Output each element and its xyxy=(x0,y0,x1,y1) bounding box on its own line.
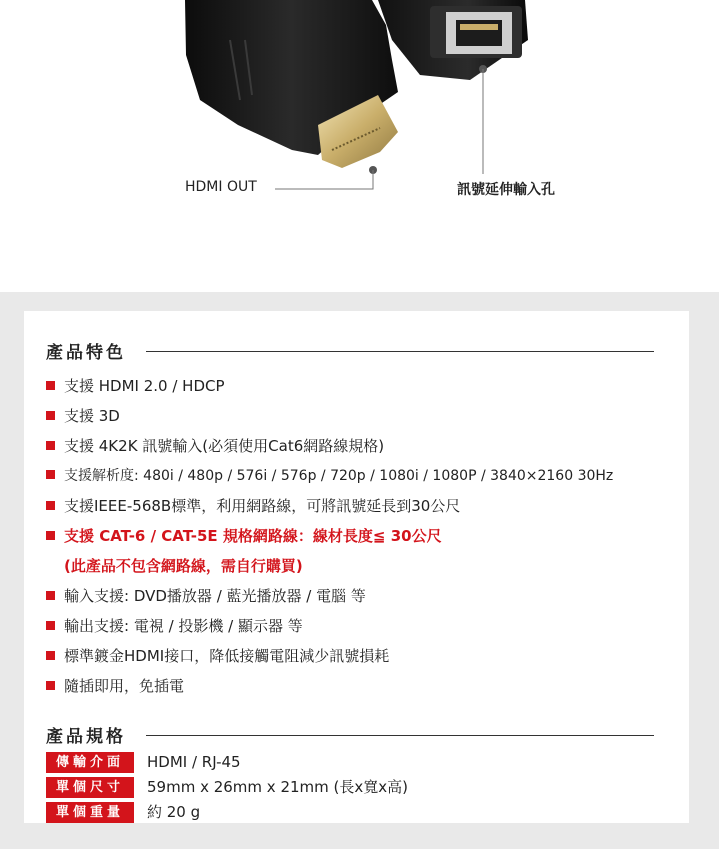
bullet-icon xyxy=(46,591,55,600)
feature-item: 輸入支援: DVD播放器 / 藍光播放器 / 電腦 等 xyxy=(46,585,366,606)
bullet-icon xyxy=(46,681,55,690)
bullet-icon xyxy=(46,381,55,390)
feature-item: 支援 HDMI 2.0 / HDCP xyxy=(46,375,225,396)
bullet-icon xyxy=(46,621,55,630)
spec-label: 單個重量 xyxy=(46,802,134,823)
bullet-icon xyxy=(46,411,55,420)
spec-value: 59mm x 26mm x 21mm (長x寬x高) xyxy=(147,778,408,796)
feature-item: 支援 4K2K 訊號輸入(必須使用Cat6網路線規格) xyxy=(46,435,384,456)
specs-divider xyxy=(146,735,654,736)
feature-item: 支援IEEE-568B標準，利用網路線，可將訊號延長到30公尺 xyxy=(46,495,460,516)
features-divider xyxy=(146,351,654,352)
specs-title: 產品規格 xyxy=(46,727,126,747)
info-card xyxy=(24,311,689,823)
spec-value: 約 20 g xyxy=(147,803,201,821)
feature-item: 支援解析度: 480i / 480p / 576i / 576p / 720p / 1080i / 1080P / 3840×2160 30Hz xyxy=(46,465,613,485)
info-panel xyxy=(0,292,719,849)
product-photo xyxy=(0,0,719,290)
bullet-icon xyxy=(46,470,55,479)
bullet-icon xyxy=(46,531,55,540)
bullet-icon xyxy=(46,441,55,450)
spec-label: 傳輸介面 xyxy=(46,752,134,773)
feature-note: (此產品不包含網路線，需自行購買) xyxy=(64,557,303,575)
features-title: 產品特色 xyxy=(46,343,126,363)
hdmi-extender-illustration xyxy=(0,0,719,290)
feature-item-highlight: 支援 CAT-6 / CAT-5E 規格網路線：線材長度≦ 30公尺 xyxy=(46,525,442,546)
bullet-icon xyxy=(46,501,55,510)
signal-input-caption: 訊號延伸輸入孔 xyxy=(457,182,555,198)
spec-label: 單個尺寸 xyxy=(46,777,134,798)
spec-value: HDMI / RJ-45 xyxy=(147,753,241,771)
feature-item: 支援 3D xyxy=(46,405,120,426)
hdmi-out-caption: HDMI OUT xyxy=(185,179,257,195)
feature-item: 標準鍍金HDMI接口，降低接觸電阻減少訊號損耗 xyxy=(46,645,389,666)
feature-item: 輸出支援: 電視 / 投影機 / 顯示器 等 xyxy=(46,615,303,636)
feature-item: 隨插即用，免插電 xyxy=(46,675,184,696)
bullet-icon xyxy=(46,651,55,660)
